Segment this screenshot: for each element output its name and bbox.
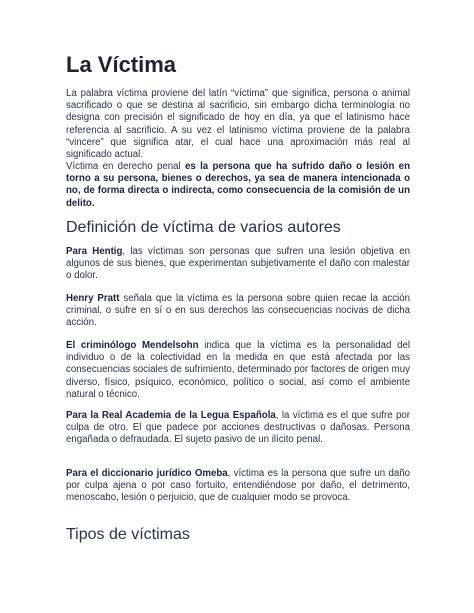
intro-paragraph: La palabra víctima proviene del latín “víctima” que significa, persona o animal sacrificado o que se destina al sacrificio, sin embargo dicha terminología no designa con precisión el significado de hoy en día, ya que el latinismo hace referencia al sacrificio. A su vez el latinismo víctima proviene de la palabra “vincere” que significa atar, el cual hace una aproximación más real al significado actual. [66,88,410,161]
author-text: , las víctimas son personas que sufren una lesión objetiva en algunos de sus bienes, que experimentan subjetivamente el daño con malestar o dolor. [66,246,410,282]
author-text: señala que la víctima es la persona sobre quien recae la acción criminal, o sufre en sí o en sus derechos las consecuencias nocivas de dicha acción. [66,293,410,329]
legal-definition-paragraph [66,161,410,210]
author-name: Henry Pratt [66,293,120,304]
author-name: Para el diccionario jurídico Omeba [66,468,228,479]
author-paragraph-pratt [66,293,410,330]
section-heading-types: Tipos de víctimas [66,526,190,543]
author-paragraph-omeba [66,468,410,505]
author-text: , víctima es la persona que sufre un daño por culpa ajena o por caso fortuito, entendiéndose por daño, el detrimento, menoscabo, lesión o perjuicio, que de cualquier modo se provoca. [66,468,410,504]
author-paragraph-rae [66,410,410,447]
author-name: El criminólogo Mendelsohn [66,340,199,351]
legal-definition-bold: es la persona que ha sufrido daño o lesión en torno a su persona, bienes o derechos, ya sea de manera intencionada o no, de forma directa o indirecta, como consecuencia de la comisión de un delito. [66,161,410,209]
author-paragraph-mendelsohn [66,340,410,401]
author-text: , la víctima es el que sufre por culpa de otro. El que padece por acciones destructivas o dañosas. Persona engañada o defraudada. El sujeto pasivo de un ilícito penal. [66,410,410,446]
author-name: Para la Real Academia de la Legua Española [66,410,276,421]
author-name: Para Hentig [66,246,123,257]
author-text: indica que la víctima es la personalidad del individuo o de la colectividad en la medida en que está afectada por las consecuencias sociales de sufrimiento, determinado por factores de origen muy diverso, físico, psíquico, económico, político o social, así como el ambiente natural o técnico. [66,340,411,400]
author-paragraph-hentig [66,246,410,283]
section-heading-authors: Definición de víctima de varios autores [66,219,341,236]
document-title: La Víctima [66,52,177,77]
legal-definition-lead: Víctima en derecho penal [66,161,185,172]
